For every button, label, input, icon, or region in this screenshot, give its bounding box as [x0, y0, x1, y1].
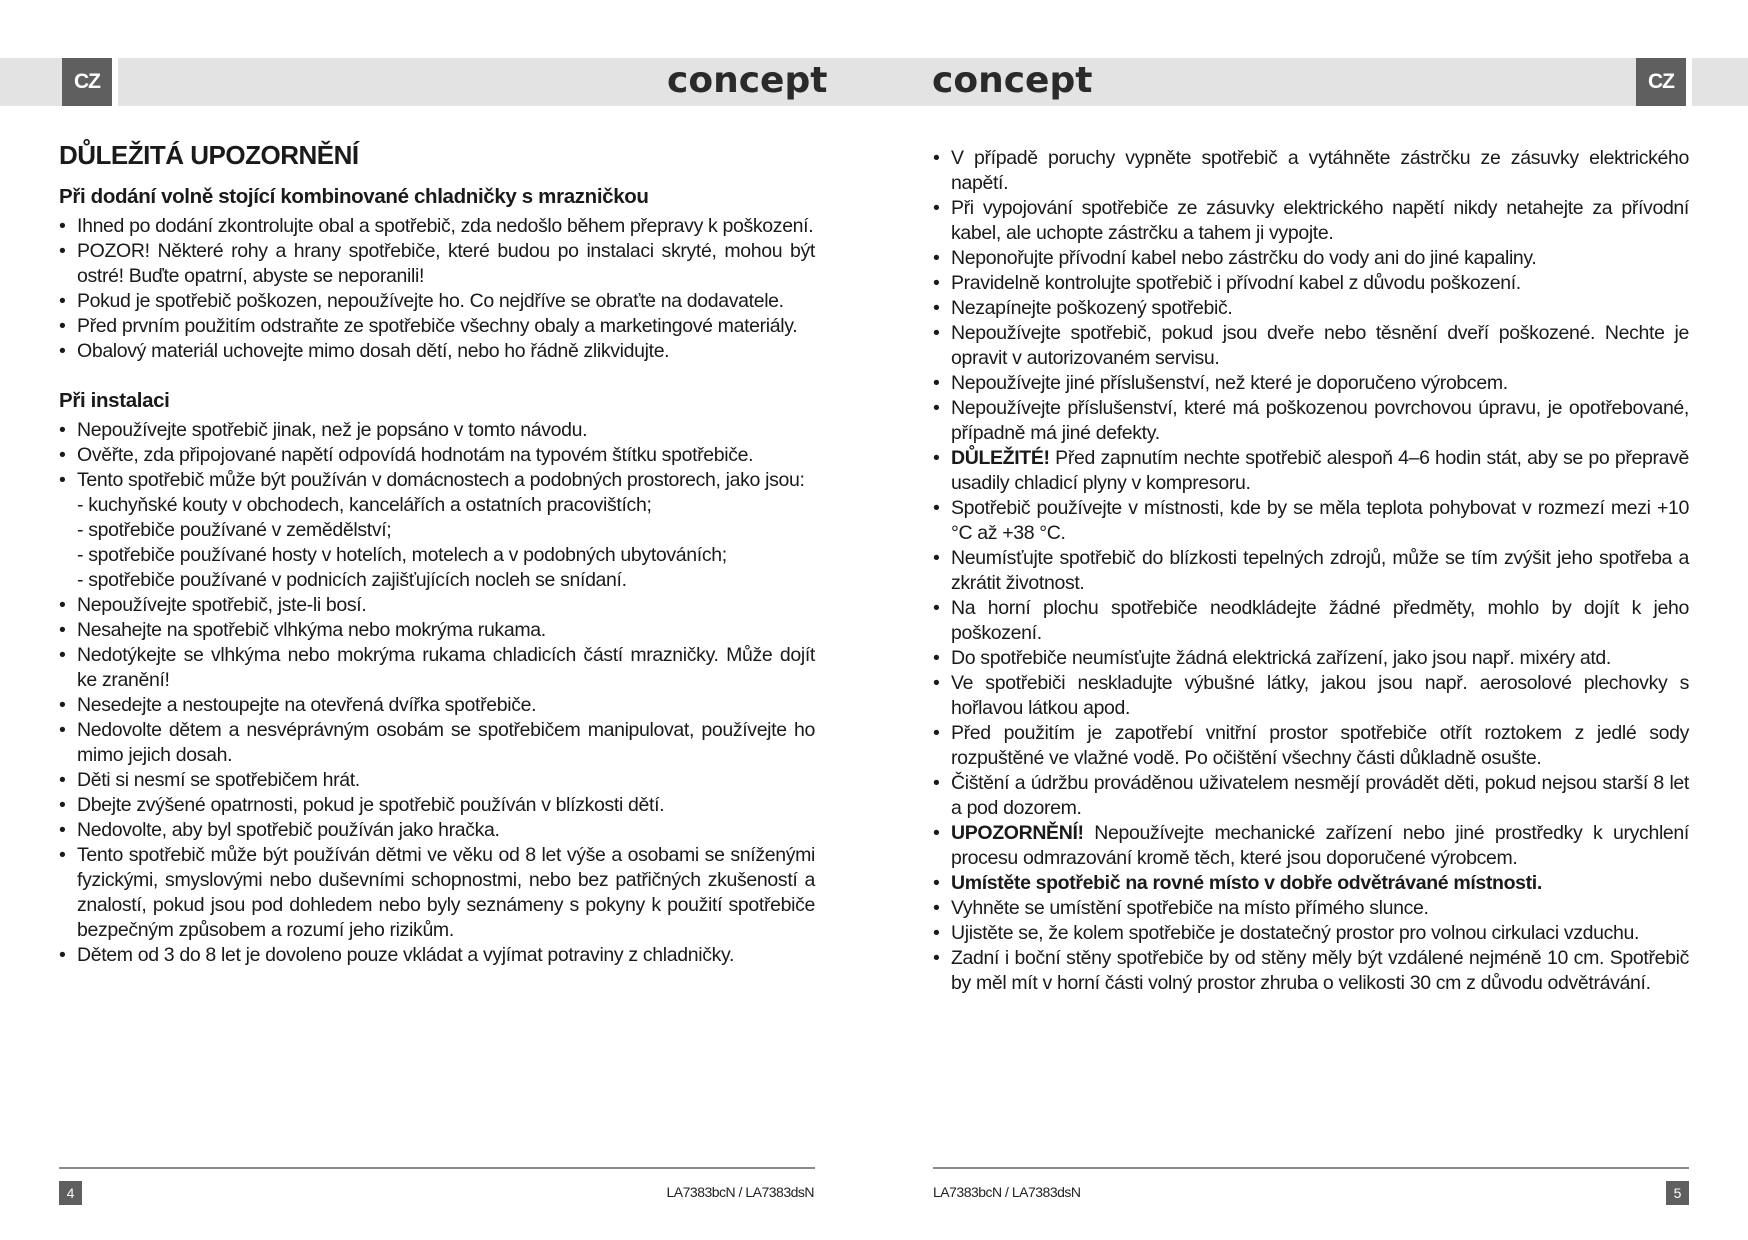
list-item: [59, 643, 815, 693]
list-item-text: Děti si nesmí se spotřebičem hrát.: [77, 769, 360, 791]
list-item: [933, 246, 1689, 271]
page-number-right: 5: [1666, 1181, 1689, 1205]
sub-list-item: [59, 568, 815, 593]
list-item: [59, 314, 815, 339]
list-item-text: Nepoužívejte příslušenství, které má poškozenou povrchovou úpravu, je opotřebované, případně má jiné defekty.: [951, 397, 1689, 444]
page-number-left: 4: [59, 1181, 82, 1205]
list-item-text: Zadní i boční stěny spotřebiče by od stěny měly být vzdálené nejméně 10 cm. Spotřebič by měl mít v horní části volný prostor zhruba o velikosti 30 cm z důvodu odvětrávání.: [951, 947, 1689, 994]
list-item-text: Ihned po dodání zkontrolujte obal a spotřebič, zda nedošlo během přepravy k poškození.: [77, 215, 814, 237]
list-item: [59, 214, 815, 239]
list-item: [933, 321, 1689, 371]
list-item-text: Před použitím je zapotřebí vnitřní prostor spotřebiče otřít roztokem z jedlé sody rozpuštěné ve vlažné vodě. Po očištění všechny části důkladně osušte.: [951, 722, 1689, 769]
brand-logo-left: concept: [667, 60, 828, 101]
list-item: [933, 896, 1689, 921]
list-item: [933, 546, 1689, 596]
section-heading-installation: Při instalaci: [59, 389, 170, 412]
list-item-text: POZOR! Některé rohy a hrany spotřebiče, které budou po instalaci skryté, mohou být ostré! Buďte opatrní, abyste se neporanili!: [77, 240, 815, 287]
sub-list-item: [59, 518, 815, 543]
list-item-text: - kuchyňské kouty v obchodech, kancelářích a ostatních pracovištích;: [77, 494, 652, 516]
list-item-text: V případě poruchy vypněte spotřebič a vytáhněte zástrčku ze zásuvky elektrického napětí.: [951, 147, 1689, 194]
list-item-text: Pokud je spotřebič poškozen, nepoužívejte ho. Co nejdříve se obraťte na dodavatele.: [77, 290, 784, 312]
list-item: [933, 371, 1689, 396]
list-item-text: Spotřebič používejte v místnosti, kde by se měla teplota pohybovat v rozmezí mezi +10 °C až +38 °C.: [951, 497, 1689, 544]
list-item: [59, 593, 815, 618]
right-column: [933, 146, 1689, 996]
section-heading-delivery: Při dodání volně stojící kombinované chladničky s mrazničkou: [59, 185, 649, 208]
safety-list: [933, 146, 1689, 996]
list-item-text: Nezapínejte poškozený spotřebič.: [951, 297, 1233, 319]
brand-logo-right: concept: [932, 60, 1093, 101]
list-item: [59, 718, 815, 768]
list-item: [59, 239, 815, 289]
list-item: [59, 418, 815, 443]
list-item-text: Obalový materiál uchovejte mimo dosah dětí, nebo ho řádně zlikvidujte.: [77, 340, 670, 362]
list-item-text: Tento spotřebič může být používán dětmi ve věku od 8 let výše a osobami se sníženými fyzickými, smyslovými nebo duševními schopnostmi, nebo bez patřičných zkušeností a znalostí, pokud jsou pod dohledem nebo byly seznámeny s pokyny k použití spotřebiče bezpečným způsobem a rozumí jeho rizikům.: [77, 844, 815, 941]
list-item: [933, 946, 1689, 996]
list-item: [59, 943, 815, 968]
list-item: [933, 396, 1689, 446]
list-item-text: Nedovolte, aby byl spotřebič používán jako hračka.: [77, 819, 500, 841]
list-item: [59, 793, 815, 818]
list-item-text: - spotřebiče používané v zemědělství;: [77, 519, 392, 541]
list-item: [933, 646, 1689, 671]
list-item-text: - spotřebiče používané hosty v hotelích, motelech a v podobných ubytováních;: [77, 544, 727, 566]
list-item-text: Nepoužívejte mechanické zařízení nebo jiné prostředky k urychlení procesu odmrazování kromě těch, které jsou doporučené výrobcem.: [951, 822, 1689, 869]
list-item: [59, 818, 815, 843]
left-column: [59, 140, 815, 968]
list-item-text: Neponořujte přívodní kabel nebo zástrčku do vody ani do jiné kapaliny.: [951, 247, 1537, 269]
footer-divider-left: [59, 1167, 815, 1169]
list-item-text: Pravidelně kontrolujte spotřebič i přívodní kabel z důvodu poškození.: [951, 272, 1521, 294]
list-item-text: Nesedejte a nestoupejte na otevřená dvířka spotřebiče.: [77, 694, 537, 716]
list-item-text: - spotřebiče používané v podnicích zajišťujících nocleh se snídaní.: [77, 569, 627, 591]
list-item-text: Nepoužívejte spotřebič jinak, než je popsáno v tomto návodu.: [77, 419, 588, 441]
emphasis-text: UPOZORNĚNÍ!: [951, 822, 1084, 844]
list-item: [59, 693, 815, 718]
language-badge-left: CZ: [62, 58, 118, 106]
list-item-text: Před zapnutím nechte spotřebič alespoň 4–6 hodin stát, aby se po přepravě usadily chladicí plyny v kompresoru.: [951, 447, 1689, 494]
list-item: [59, 339, 815, 364]
list-item-text: Čištění a údržbu prováděnou uživatelem nesmějí provádět děti, pokud nejsou starší 8 let a pod dozorem.: [951, 772, 1689, 819]
list-item-text: Ověřte, zda připojované napětí odpovídá hodnotám na typovém štítku spotřebiče.: [77, 444, 754, 466]
list-item: [933, 446, 1689, 496]
list-item-text: Do spotřebiče neumísťujte žádná elektrická zařízení, jako jsou např. mixéry atd.: [951, 647, 1611, 669]
sub-list-item: [59, 493, 815, 518]
list-item: [933, 296, 1689, 321]
list-item-text: Nesahejte na spotřebič vlhkýma nebo mokrýma rukama.: [77, 619, 546, 641]
list-item: [59, 468, 815, 493]
sub-list-item: [59, 543, 815, 568]
list-item: [59, 289, 815, 314]
list-item: [933, 671, 1689, 721]
list-item: [933, 821, 1689, 871]
model-number-left: LA7383bcN / LA7383dsN: [666, 1184, 814, 1200]
delivery-list: [59, 214, 815, 364]
list-item-text: Nepoužívejte spotřebič, jste-li bosí.: [77, 594, 367, 616]
list-item-text: Nepoužívejte spotřebič, pokud jsou dveře nebo těsnění dveří poškozené. Nechte je opravit v autorizovaném servisu.: [951, 322, 1689, 369]
list-item: [933, 771, 1689, 821]
list-item: [933, 596, 1689, 646]
list-item-text: Ve spotřebiči neskladujte výbušné látky, jakou jsou např. aerosolové plechovky s hořlavou látkou apod.: [951, 672, 1689, 719]
list-item-text: Nepoužívejte jiné příslušenství, než které je doporučeno výrobcem.: [951, 372, 1508, 394]
list-item-text: Neumísťujte spotřebič do blízkosti tepelných zdrojů, může se tím zvýšit jeho spotřeba a zkrátit životnost.: [951, 547, 1689, 594]
list-item: [933, 146, 1689, 196]
list-item: [59, 843, 815, 943]
list-item: [933, 921, 1689, 946]
list-item: [933, 196, 1689, 246]
list-item: [933, 721, 1689, 771]
footer-divider-right: [933, 1167, 1689, 1169]
list-item-text: Při vypojování spotřebiče ze zásuvky elektrického napětí nikdy netahejte za přívodní kabel, ale uchopte zástrčku a tahem ji vypojte.: [951, 197, 1689, 244]
list-item: [59, 618, 815, 643]
list-item-text: Dětem od 3 do 8 let je dovoleno pouze vkládat a vyjímat potraviny z chladničky.: [77, 944, 735, 966]
list-item-text: Nedovolte dětem a nesvéprávným osobám se spotřebičem manipulovat, používejte ho mimo jejich dosah.: [77, 719, 815, 766]
list-item: [933, 271, 1689, 296]
emphasis-text: Umístěte spotřebič na rovné místo v dobře odvětrávané místnosti.: [951, 872, 1542, 894]
emphasis-text: DŮLEŽITÉ!: [951, 447, 1050, 469]
list-item-text: Dbejte zvýšené opatrnosti, pokud je spotřebič používán v blízkosti dětí.: [77, 794, 665, 816]
language-badge-right: CZ: [1636, 58, 1692, 106]
list-item-text: Na horní plochu spotřebiče neodkládejte žádné předměty, mohlo by dojít k jeho poškození.: [951, 597, 1689, 644]
model-number-right: LA7383bcN / LA7383dsN: [933, 1184, 1081, 1200]
list-item-text: Tento spotřebič může být používán v domácnostech a podobných prostorech, jako jsou:: [77, 469, 805, 491]
list-item: [933, 496, 1689, 546]
installation-list: [59, 418, 815, 968]
page-title: DŮLEŽITÁ UPOZORNĚNÍ: [59, 140, 359, 170]
list-item: [59, 768, 815, 793]
list-item: [933, 871, 1689, 896]
list-item-text: Před prvním použitím odstraňte ze spotřebiče všechny obaly a marketingové materiály.: [77, 315, 798, 337]
list-item: [59, 443, 815, 468]
list-item-text: Nedotýkejte se vlhkýma nebo mokrýma rukama chladicích částí mrazničky. Může dojít ke zranění!: [77, 644, 815, 691]
list-item-text: Ujistěte se, že kolem spotřebiče je dostatečný prostor pro volnou cirkulaci vzduchu.: [951, 922, 1640, 944]
list-item-text: Vyhněte se umístění spotřebiče na místo přímého slunce.: [951, 897, 1429, 919]
